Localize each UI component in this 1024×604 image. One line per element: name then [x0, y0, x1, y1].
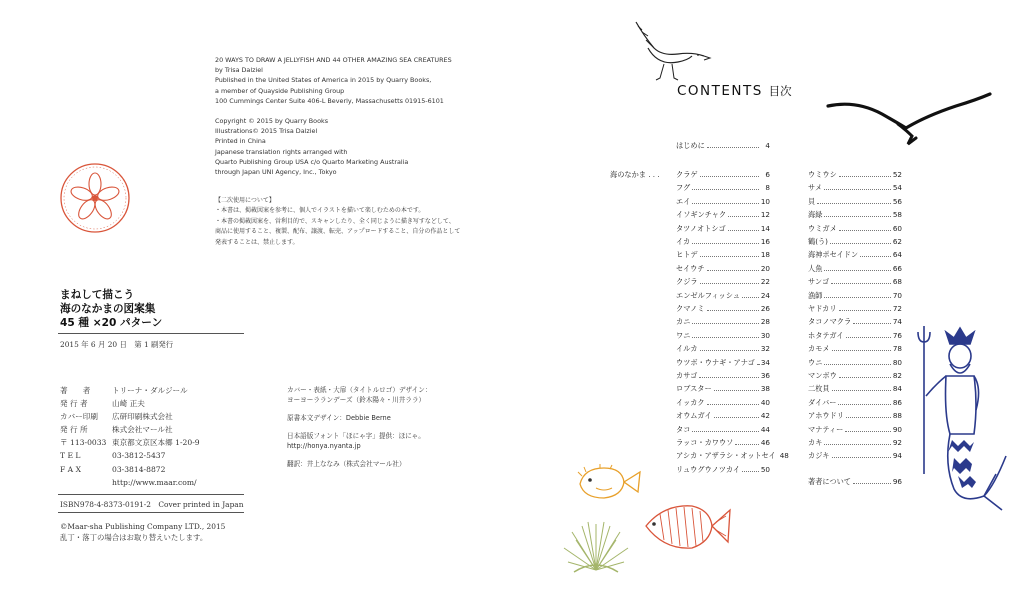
- toc-entry[interactable]: [808, 342, 902, 355]
- toc-entry[interactable]: [808, 302, 902, 315]
- toc-entry-name: オウムガイ: [676, 411, 712, 421]
- toc-entry-name: 海神ポセイドン: [808, 250, 859, 260]
- credits-divider: [58, 494, 244, 495]
- toc-entry-page: 80: [892, 357, 902, 367]
- toc-leader-dots: [846, 417, 891, 418]
- copyright-line: Illustrations© 2015 Trisa Dalziel: [215, 127, 318, 136]
- toc-entry[interactable]: [808, 222, 902, 235]
- pufferfish-illustration: [574, 462, 644, 504]
- toc-entry-page: 74: [892, 317, 902, 327]
- toc-entry[interactable]: [676, 275, 770, 288]
- toc-entry[interactable]: [676, 449, 789, 462]
- sand-dollar-illustration: [57, 160, 133, 236]
- toc-entry-page: 86: [892, 397, 902, 407]
- toc-leader-dots: [700, 350, 759, 351]
- toc-leader-dots: [846, 337, 891, 338]
- copyright-line: Japanese translation rights arranged with: [215, 147, 348, 156]
- toc-leader-dots: [707, 270, 759, 271]
- toc-entry-name: ヒトデ: [676, 250, 698, 260]
- toc-entry-page: 82: [892, 371, 902, 380]
- copyright-line: a member of Quayside Publishing Group: [215, 86, 345, 95]
- toc-entry-name: カニ: [676, 317, 691, 327]
- toc-entry[interactable]: [676, 195, 770, 208]
- toc-entry-name: イッカク: [676, 397, 705, 407]
- toc-entry-name: 二枚貝: [808, 384, 830, 394]
- toc-entry[interactable]: [676, 248, 770, 261]
- contents-title: CONTENTS: [677, 83, 763, 99]
- toc-entry-name: セイウチ: [676, 263, 705, 273]
- staff-credit: カバー・表紙・大扉（タイトルロゴ）デザイン：: [287, 386, 432, 394]
- toc-leader-dots: [824, 189, 891, 190]
- toc-leader-dots: [824, 364, 890, 365]
- credit-row: カバー印刷 広研印刷株式会社: [60, 412, 173, 422]
- website-link[interactable]: http://www.maar.com/: [112, 477, 197, 487]
- toc-entry-intro[interactable]: はじめに 4: [676, 141, 770, 150]
- credit-row: 〒 113-0033 東京都文京区本郷 1-20-9: [60, 438, 200, 448]
- toc-leader-dots: [839, 377, 891, 378]
- toc-entry-page: 52: [892, 170, 902, 179]
- toc-leader-dots: [700, 176, 759, 177]
- staff-credits: [287, 385, 431, 477]
- toc-entry-name: ウミウシ: [808, 170, 837, 179]
- jp-book-title: [60, 288, 162, 330]
- toc-leader-dots: [839, 176, 891, 177]
- toc-leader-dots: [832, 390, 891, 391]
- title-line-2: 海のなかまの図案集: [60, 303, 156, 315]
- toc-entry-name: ホタテガイ: [808, 330, 844, 340]
- toc-entry-page: 90: [892, 424, 902, 434]
- toc-entry-name: エンゼルフィッシュ: [676, 290, 740, 300]
- copyright-line: 20 WAYS TO DRAW A JELLYFISH AND 44 OTHER AMAZING SEA CREATURES: [215, 56, 452, 64]
- toc-entry-name: 漁師: [808, 290, 823, 300]
- toc-entry-page: 46: [760, 438, 770, 447]
- toc-entry-page: 54: [892, 183, 902, 193]
- toc-entry-name: タツノオトシゴ: [676, 223, 726, 233]
- toc-entry-page: 70: [892, 290, 902, 300]
- copyright-line: 100 Cummings Center Suite 406-L Beverly, Massachusetts 01915-6101: [215, 96, 444, 105]
- toc-entry[interactable]: [676, 315, 770, 328]
- toc-entry-name: マナティー: [808, 424, 844, 434]
- toc-entry[interactable]: [808, 275, 902, 288]
- toc-entry[interactable]: [808, 409, 902, 422]
- publisher-credits: [60, 384, 200, 489]
- toc-entry[interactable]: [676, 329, 770, 342]
- staff-credit: ヨーヨーラランデーズ（鈴木陽々・川井ララ）: [287, 396, 426, 404]
- toc-entry-name: ヤドカリ: [808, 304, 837, 313]
- copyright-line: through Japan UNI Agency, Inc., Tokyo: [215, 168, 337, 177]
- toc-leader-dots: [699, 377, 759, 378]
- toc-entry-name: マンボウ: [808, 371, 837, 380]
- copyright-line: Printed in China: [215, 137, 266, 146]
- toc-entry-page: 42: [760, 411, 770, 421]
- toc-entry-page: 32: [760, 344, 770, 354]
- merman-illustration: [910, 324, 1010, 524]
- isbn-divider: [58, 512, 244, 513]
- flying-bird-illustration: [826, 92, 994, 150]
- toc-leader-dots: [817, 203, 891, 204]
- secondary-use-line: 商品に使用すること、複製、配布、譲渡、転売、アップロードすること、自分の作品として: [215, 228, 461, 236]
- toc-leader-dots: [839, 230, 891, 231]
- toc-leader-dots: [832, 457, 891, 458]
- toc-entry-page: 72: [892, 304, 902, 313]
- toc-entry-name: 人魚: [808, 263, 823, 273]
- toc-entry[interactable]: [676, 342, 770, 355]
- toc-entry-author[interactable]: 著者について 96: [808, 477, 902, 486]
- copyright-line: Published in the United States of America in 2015 by Quarry Books,: [215, 76, 432, 85]
- toc-entry-name: アシカ・アザラシ・オットセイ: [676, 451, 776, 461]
- toc-entry[interactable]: [808, 356, 902, 369]
- footer-notice: 乱丁・落丁の場合はお取り替えいたします。: [60, 533, 208, 542]
- toc-leader-dots: [757, 364, 759, 365]
- toc-entry-page: 50: [760, 464, 770, 474]
- sea-urchin-illustration: [560, 518, 632, 578]
- toc-entry-page: 18: [760, 250, 770, 260]
- toc-entry[interactable]: [808, 208, 902, 221]
- copyright-line: Quarto Publishing Group USA c/o Quarto Marketing Australia: [215, 157, 409, 166]
- toc-entry[interactable]: [676, 436, 770, 449]
- toc-entry-page: 58: [892, 210, 902, 220]
- toc-entry[interactable]: [808, 168, 902, 181]
- secondary-use-line: ・本書の掲載図案を、営利目的で、スキャンしたり、全く同じように描き写すなどして、: [215, 217, 455, 225]
- toc-entry[interactable]: [808, 289, 902, 302]
- toc-entry-page: 44: [760, 424, 770, 434]
- toc-leader-dots: [728, 216, 759, 217]
- toc-entry[interactable]: [808, 262, 902, 275]
- toc-entry-name: タコ: [676, 424, 691, 434]
- toc-entry-name: ダイバー: [808, 397, 837, 407]
- toc-entry-page: 64: [892, 250, 902, 260]
- toc-entry-name: リュウグウノツカイ: [676, 464, 741, 474]
- toc-entry-page: 62: [892, 237, 902, 246]
- toc-entry-page: 16: [760, 237, 770, 246]
- toc-entry-name: カジキ: [808, 451, 830, 461]
- contents-heading: [677, 83, 792, 99]
- toc-entry-page: 48: [779, 451, 789, 461]
- toc-entry[interactable]: [676, 409, 770, 422]
- toc-leader-dots: [824, 297, 890, 298]
- credit-row: 発 行 者 山崎 正夫: [60, 399, 145, 409]
- toc-entry-page: 68: [892, 277, 902, 287]
- toc-leader-dots: [707, 404, 759, 405]
- toc-entry-page: 88: [892, 411, 902, 421]
- toc-entry[interactable]: [676, 289, 770, 302]
- toc-entry[interactable]: [676, 369, 770, 382]
- toc-entry[interactable]: [676, 463, 770, 476]
- toc-leader-dots: [692, 203, 758, 204]
- toc-leader-dots: [853, 323, 891, 324]
- toc-leader-dots: [735, 444, 758, 445]
- toc-entry-name: アホウドリ: [808, 411, 844, 421]
- seagull-illustration: [618, 18, 714, 90]
- toc-leader-dots: [707, 310, 759, 311]
- toc-entry-name: ウニ: [808, 357, 823, 367]
- toc-entry[interactable]: [808, 315, 902, 328]
- toc-entry-name: サンゴ: [808, 277, 830, 287]
- toc-entry-name: ウミガメ: [808, 223, 837, 233]
- toc-entry[interactable]: [808, 436, 902, 449]
- toc-entry-name: 貝: [808, 196, 816, 206]
- toc-entry[interactable]: [808, 369, 902, 382]
- toc-entry-name: クラゲ: [676, 170, 698, 179]
- toc-entry[interactable]: [676, 356, 770, 369]
- toc-entry-page: 12: [760, 210, 770, 220]
- toc-entry[interactable]: [808, 248, 902, 261]
- toc-leader-dots: [742, 471, 759, 472]
- toc-entry-name: カキ: [808, 438, 823, 447]
- copyright-line: [215, 106, 452, 116]
- publication-date: 2015 年 6 月 20 日 第 1 刷発行: [60, 340, 174, 349]
- toc-leader-dots: [845, 431, 890, 432]
- toc-leader-dots: [830, 243, 891, 244]
- toc-entry-name: エイ: [676, 196, 691, 206]
- toc-leader-dots: [700, 256, 759, 257]
- toc-entry-name: イソギンチャク: [676, 210, 727, 220]
- contents-title-jp: 目次: [768, 84, 792, 98]
- toc-entry[interactable]: [676, 262, 770, 275]
- toc-entry-page: 28: [760, 317, 770, 327]
- toc-entry[interactable]: [676, 396, 770, 409]
- toc-entry-page: 6: [765, 170, 770, 179]
- toc-entry[interactable]: [808, 423, 902, 436]
- toc-leader-dots: [714, 417, 759, 418]
- secondary-use-line: ・本書は、掲載図案を参考に、個人でイラストを描いて楽しむための本です。: [215, 207, 425, 215]
- secondary-use-line: 発表することは、禁止します。: [215, 238, 299, 246]
- toc-entry[interactable]: [808, 449, 902, 462]
- toc-entry[interactable]: [676, 382, 770, 395]
- toc-entry-page: 76: [892, 330, 902, 340]
- toc-entry-name: ウツボ・ウナギ・アナゴ: [676, 357, 755, 367]
- toc-leader-dots: [728, 230, 759, 231]
- credit-row: F A X 03-3814-8872: [60, 464, 166, 474]
- toc-leader-dots: [714, 390, 759, 391]
- toc-leader-dots: [824, 444, 890, 445]
- toc-entry[interactable]: [808, 235, 902, 248]
- toc-leader-dots: [831, 283, 891, 284]
- toc-entry-name: イカ: [676, 237, 691, 246]
- toc-entry-page: 38: [760, 384, 770, 394]
- toc-entry-page: 78: [892, 344, 902, 354]
- toc-entry-name: ロブスター: [676, 384, 712, 394]
- toc-entry-name: クジラ: [676, 277, 698, 287]
- staff-credit: 日本語版フォント「ほにゃ字」提供：ほにゃ。: [287, 432, 425, 440]
- secondary-use-notice: [215, 196, 460, 248]
- isbn: ISBN978-4-8373-0191-2 Cover printed in Japan: [60, 500, 244, 509]
- toc-entry-name: イルカ: [676, 344, 698, 354]
- toc-entry-name: カモメ: [808, 344, 830, 354]
- toc-entry-page: 92: [892, 438, 902, 447]
- toc-leader-dots: [839, 310, 891, 311]
- toc-entry-page: 30: [760, 330, 770, 340]
- toc-entry-name: 鶴(う): [808, 237, 828, 246]
- toc-leader-dots: [824, 270, 890, 271]
- copyright-line: by Trisa Dalziel: [215, 66, 263, 75]
- toc-leader-dots: [692, 243, 759, 244]
- toc-entry-page: 94: [892, 451, 902, 461]
- toc-leader-dots: [700, 283, 759, 284]
- toc-entry-page: 84: [892, 384, 902, 394]
- toc-entry[interactable]: [808, 195, 902, 208]
- toc-entry-name: 海緑: [808, 210, 823, 220]
- toc-entry-page: 24: [760, 290, 770, 300]
- title-line-1: まねして描こう: [60, 289, 135, 301]
- toc-entry[interactable]: [676, 208, 770, 221]
- toc-entry-page: 22: [760, 277, 770, 287]
- toc-entry[interactable]: [676, 423, 770, 436]
- toc-leader-dots: [692, 337, 758, 338]
- copyright-footer: [60, 521, 225, 543]
- toc-entry-page: 20: [760, 263, 770, 273]
- toc-entry-page: 8: [765, 183, 770, 193]
- toc-entry-name: フグ: [676, 183, 691, 193]
- toc-leader-dots: [692, 431, 758, 432]
- toc-entry-name: ワニ: [676, 330, 691, 340]
- toc-leader-dots: [860, 256, 891, 257]
- staff-credit: 原書本文デザイン：Debbie Berne: [287, 414, 391, 422]
- toc-leader-dots: [692, 189, 759, 190]
- secondary-use-heading: 【二次使用について】: [215, 197, 275, 204]
- credit-row: T E L 03-3812-5437: [60, 451, 166, 461]
- toc-entry-page: 66: [892, 263, 902, 273]
- copyright-line: Copyright © 2015 by Quarry Books: [215, 117, 329, 126]
- toc-entry-page: 14: [760, 223, 770, 233]
- toc-entry[interactable]: [676, 168, 770, 181]
- toc-entry-name: カサゴ: [676, 371, 698, 380]
- toc-entry[interactable]: [808, 382, 902, 395]
- toc-leader-dots: [742, 297, 759, 298]
- credit-row: 発 行 所 株式会社マール社: [60, 425, 173, 435]
- toc-entry-page: 36: [760, 371, 770, 380]
- toc-entry-page: 60: [892, 223, 902, 233]
- toc-leader-dots: [692, 323, 758, 324]
- title-divider: [58, 333, 244, 334]
- toc-entry-page: 34: [760, 357, 770, 367]
- toc-entry-name: タコノマクラ: [808, 317, 852, 327]
- toc-section-label: 海のなかま . . .: [610, 170, 660, 179]
- toc-entry[interactable]: [676, 222, 770, 235]
- toc-leader-dots: [838, 404, 890, 405]
- angelfish-illustration: [640, 496, 734, 558]
- footer-copyright: ©Maar-sha Publishing Company LTD., 2015: [60, 522, 226, 531]
- title-line-3: 45 種 ×20 パターン: [60, 317, 163, 329]
- font-link[interactable]: http://honya.nyanta.jp: [287, 442, 361, 450]
- toc-entry[interactable]: [676, 181, 770, 194]
- toc-leader-dots: [832, 350, 891, 351]
- toc-entry[interactable]: [808, 396, 902, 409]
- toc-entry[interactable]: [676, 302, 770, 315]
- toc-entry-page: 40: [760, 397, 770, 407]
- toc-entry-page: 26: [760, 304, 770, 313]
- credit-row: 著 者 トリーナ・ダルジール: [60, 386, 188, 395]
- toc-leader-dots: [824, 216, 890, 217]
- toc-entry[interactable]: [676, 235, 770, 248]
- staff-credit: 翻訳：井上ななみ（株式会社マール社）: [287, 460, 406, 468]
- toc-entry[interactable]: [808, 181, 902, 194]
- toc-entry-page: 10: [760, 196, 770, 206]
- copyright-block: [215, 55, 452, 177]
- toc-entry-name: サメ: [808, 183, 823, 193]
- toc-entry-name: クマノミ: [676, 304, 705, 313]
- toc-entry-page: 56: [892, 196, 902, 206]
- toc-entry-name: ラッコ・カワウソ: [676, 438, 734, 447]
- toc-entry[interactable]: [808, 329, 902, 342]
